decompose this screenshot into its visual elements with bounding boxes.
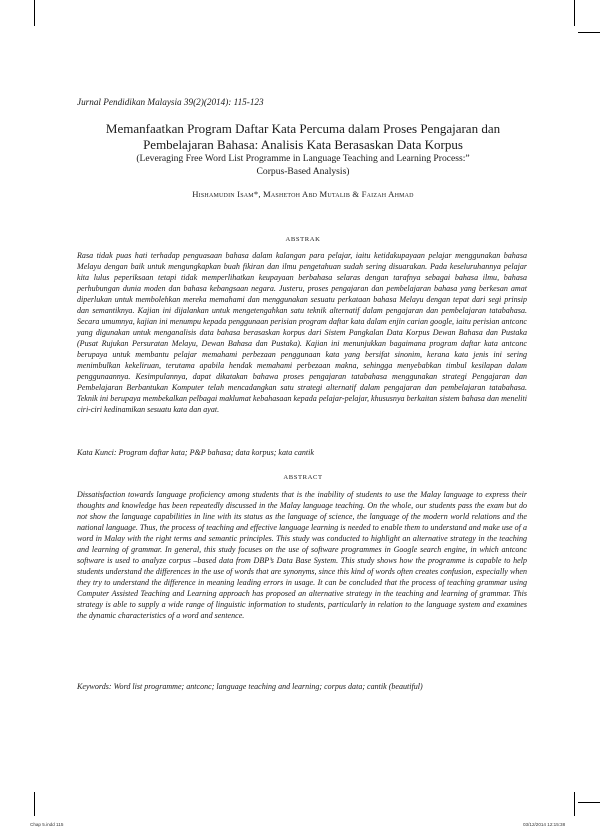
abstract-heading: ABSTRACT — [283, 474, 323, 481]
keywords: Keywords: Word list programme; antconc; language teaching and learning; corpus data; cantik (beautiful) — [77, 682, 423, 691]
footer-file-info: Chap 5.indd 115 — [30, 822, 64, 827]
journal-citation: Jurnal Pendidikan Malaysia 39(2)(2014): 115-123 — [77, 97, 264, 107]
english-title — [80, 153, 526, 178]
crop-mark-bottom-left — [34, 792, 35, 816]
abstract-text: Dissatisfaction towards language proficiency among students that is the inability of students to use the Malay language to express their thoughts and knowledge has been repeatedly discussed in the Malay language teaching. On the whole, our students pass the exam but do not show the language capabilities in line with its status as the language of science, the language of the modern world relations and the national language. Thus, the process of teaching and effective language learning is needed to enable them to understand and make use of a word in Malay with the right terms and semantic principles. This study was conducted to highlight an alternative strategy in the teaching and learning of grammar. In general, this study focuses on the use of software programmes in Google search engine, in which antconc software is used to analyze corpus –based data from DBP’s Data Base System. This study shows how the programme is capable to help students understand the differences in the use of words that are synonyms, since this kind of words often creates confusion, especially when they try to understand the difference in meaning leading errors in usage. It can be concluded that the process of teaching grammar using Computer Assisted Teaching and Learning approach has proposed an alternative strategy in the teaching and learning of grammar. This strategy is able to supply a wide range of linguistic information to students, particularly in relation to the language system and examines the dynamic characteristics of a word and sentence. — [77, 490, 527, 620]
paper-title — [80, 121, 526, 153]
kata-kunci: Kata Kunci: Program daftar kata; P&P bahasa; data korpus; kata cantik — [77, 448, 314, 457]
crop-mark-bottom-right — [574, 792, 575, 816]
abstrak-text: Rasa tidak puas hati terhadap penguasaan bahasa dalam kalangan para pelajar, iaitu ketidakupayaan pelajar menggunakan bahasa Melayu dengan baik untuk mengungkapkan buah fikiran dan ilmu pengetahuan sudah sering disuarakan. Pada keseluruhannya pelajar kita lulus peperiksaan tetapi tidak memperlihatkan keupayaan berbahasa selaras dengan tarafnya sebagai bahasa ilmu, bahasa perhubungan dunia moden dan bahasa kebangsaan negara. Justeru, proses pengajaran dan pembelajaran bahasa yang berkesan amat diperlukan untuk membolehkan mereka memahami dan menggunakan sesuatu perkataan bahasa Melayu dengan tepat dari segi prinsip dan semantiknya. Kajian ini dijalankan untuk mengetengahkan satu teknik alternatif dalam pengajaran dan pembelajaran tatabahasa. Secara umumnya, kajian ini menumpu kepada penggunaan perisian program daftar kata dalam enjin carian google, iaitu perisian antconc yang digunakan untuk menganalisis data bahasa berasaskan korpus dari Sistem Pangkalan Data Korpus Dewan Bahasa dan Pustaka (Pusat Rujukan Persuratan Melayu, Dewan Bahasa dan Pustaka). Kajian ini menunjukkan bagaimana program daftar kata antconc berupaya untuk membantu pelajar memahami perbezaan penggunaan kata yang bersifat sinonim, kerana kata jenis ini sering menimbulkan kekeliruan, terutama apabila hendak memahami perbezaan makna, sehingga menyebabkan timbul kesilapan dalam penggunaannya. Kesimpulannya, dapat dikatakan bahawa proses pengajaran tatabahasa menggunakan strategi Pengajaran dan Pembelajaran Berbantukan Komputer telah mencadangkan satu strategi alternatif dalam pengajaran dan pembelajaran tatabahasa. Teknik ini berupaya membekalkan pelbagai maklumat kebahasaan kepada pelajar-pelajar, khususnya berkaitan sistem bahasa dan meneliti ciri-ciri kedinamikan sesuatu kata dan ayat. — [77, 251, 527, 414]
title-line-2: Pembelajaran Bahasa: Analisis Kata Berasaskan Data Korpus — [143, 137, 463, 152]
crop-mark-right-bottom — [578, 802, 600, 803]
abstrak-heading: ABSTRAK — [285, 236, 321, 243]
authors: Hishamudin Isam*, Mashetoh Abd Mutalib & Faizah Ahmad — [192, 189, 414, 199]
footer-timestamp: 03/12/2014 12:15:38 — [523, 822, 566, 827]
subtitle-line-2: Corpus-Based Analysis) — [256, 165, 350, 177]
crop-mark-right-top — [578, 32, 600, 33]
subtitle-line-1: (Leveraging Free Word List Programme in Language Teaching and Learning Process:” — [136, 153, 470, 164]
title-line-1: Memanfaatkan Program Daftar Kata Percuma dalam Proses Pengajaran dan — [105, 121, 501, 136]
crop-mark-top-left — [34, 0, 35, 26]
crop-mark-top-right — [574, 0, 575, 26]
